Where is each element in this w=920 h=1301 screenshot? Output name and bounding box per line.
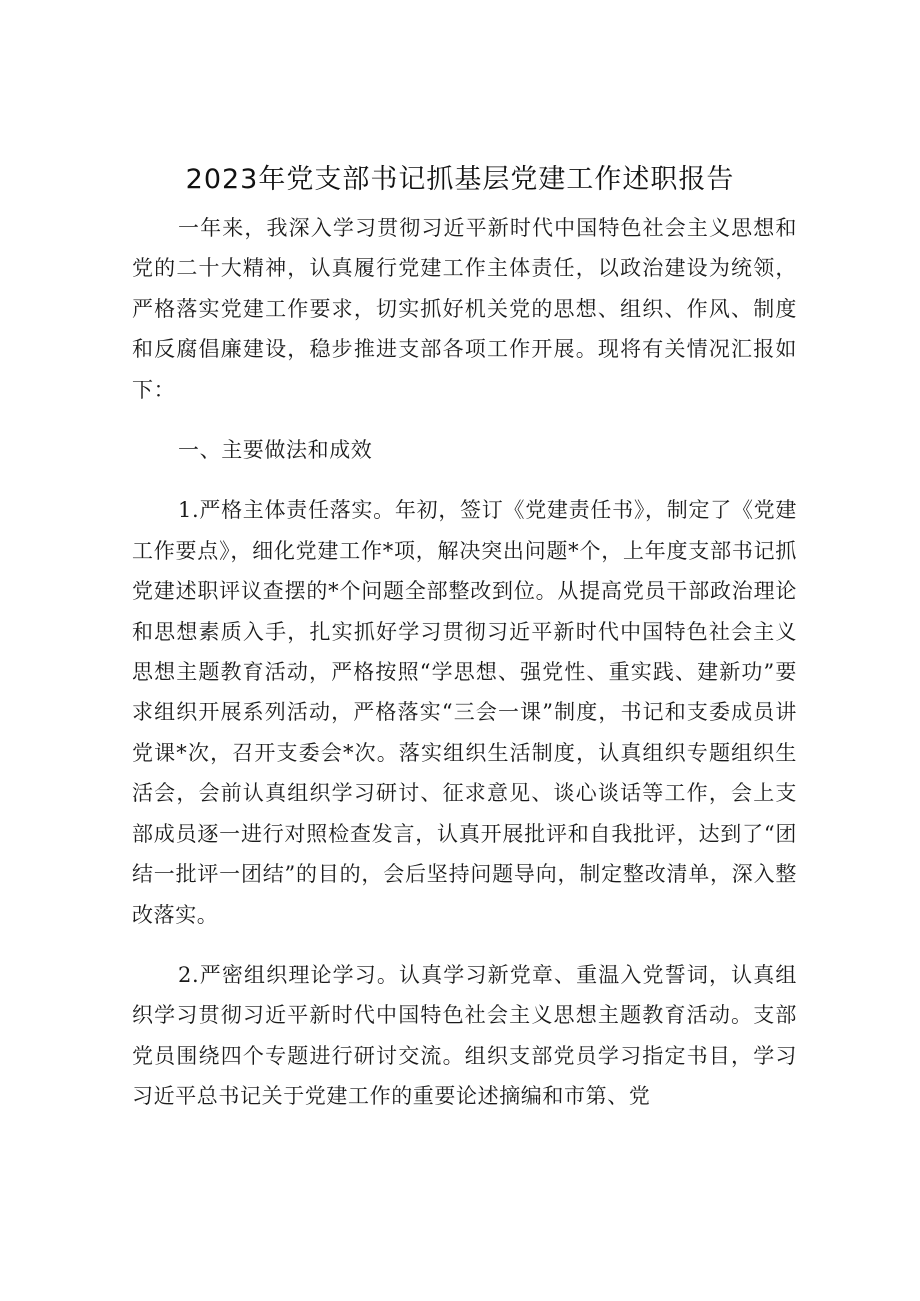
document-title: 2023年党支部书记抓基层党建工作述职报告 xyxy=(185,164,735,195)
intro-paragraph: 一年来，我深入学习贯彻习近平新时代中国特色社会主义思想和党的二十大精神，认真履行党建工作主体责任，以政治建设为统领，严格落实党建工作要求，切实抓好机关党的思想、组织、作风、制度和反腐倡廉建设，稳步推进支部各项工作开展。现将有关情况汇报如下： xyxy=(132,216,797,402)
section-heading: 一、主要做法和成效 xyxy=(178,438,373,463)
document-body xyxy=(132,208,797,1137)
item-1-paragraph: 1.严格主体责任落实。年初，签订《党建责任书》，制定了《党建工作要点》，细化党建工作*项，解决突出问题*个，上年度支部书记抓党建述职评议查摆的*个问题全部整改到位。从提高党员干部政治理论和思想素质入手，扎实抓好学习贯彻习近平新时代中国特色社会主义思想主题教育活动，严格按照“学思想、强党性、重实践、建新功”要求组织开展系列活动，严格落实“三会一课”制度，书记和支委成员讲党课*次，召开支委会*次。落实组织生活制度，认真组织专题组织生活会，会前认真组织学习研讨、征求意见、谈心谈话等工作，会上支部成员逐一进行对照检查发言，认真开展批评和自我批评，达到了“团结一批评一团结”的目的，会后坚持问题导向，制定整改清单，深入整改落实。 xyxy=(132,498,797,927)
item-2-paragraph: 2.严密组织理论学习。认真学习新党章、重温入党誓词，认真组织学习贯彻习近平新时代中国特色社会主义思想主题教育活动。支部党员围绕四个专题进行研讨交流。组织支部党员学习指定书目，学习习近平总书记关于党建工作的重要论述摘编和市第、党 xyxy=(132,962,797,1109)
